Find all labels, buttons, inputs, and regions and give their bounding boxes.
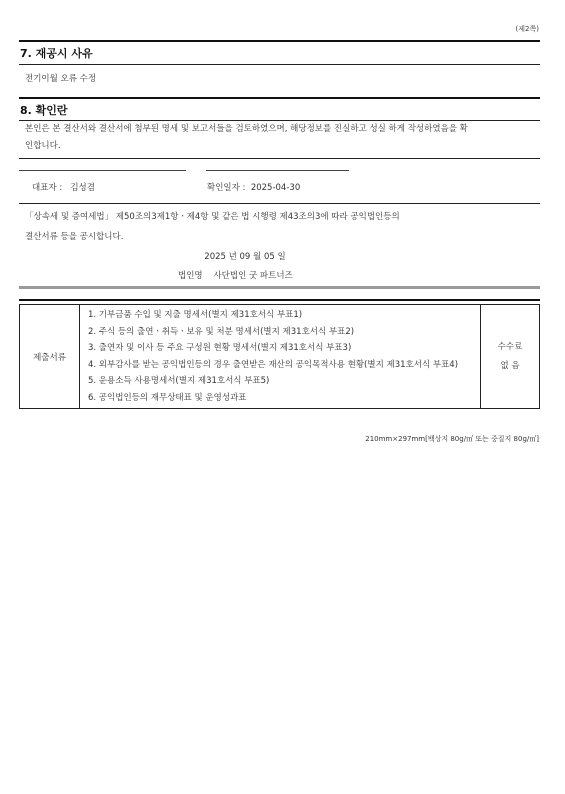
section7-divider (19, 64, 540, 65)
section8-top-rule (19, 97, 540, 99)
notice-bottom-rule (19, 286, 540, 289)
representative (32, 180, 95, 197)
corporation (178, 268, 293, 285)
documents-list (80, 305, 481, 409)
document-item-1: 1. 기부금품 수입 및 지출 명세서(별지 제31호서식 부표1) (88, 310, 303, 320)
confirm-date (207, 180, 300, 197)
statement-bottom-rule (19, 158, 540, 159)
fee-label: 수수료 (497, 341, 523, 352)
confirm-date-value: 2025-04-30 (250, 183, 301, 193)
signature-line-representative (19, 170, 186, 171)
document-item-4: 4. 외부감사를 받는 공익법인등의 경우 출연받은 재산의 공익목적사용 현황(별지 제31호서식 부표4) (88, 359, 459, 370)
notice-date: 2025 년 09 월 05 일 (204, 252, 286, 262)
documents-row (20, 305, 540, 409)
document-item-2: 2. 주식 등의 출연ㆍ취득ㆍ보유 및 처분 명세서(별지 제31호서식 부표2) (88, 326, 355, 337)
corp-name: 사단법인 굿 파트너즈 (213, 271, 293, 281)
document-item-3: 3. 출연자 및 이사 등 주요 구성원 현황 명세서(별지 제31호서식 부표3) (88, 343, 352, 353)
fee-cell (481, 305, 540, 409)
page-number: (제2쪽) (515, 25, 539, 33)
documents-top-rule (19, 299, 540, 301)
fee-value: 없 음 (500, 360, 520, 371)
public-notice (25, 207, 535, 247)
section7-top-rule (19, 40, 540, 42)
representative-name: 김성겸 (70, 183, 95, 193)
signature-line-date (206, 170, 349, 171)
notice-top-rule (19, 203, 540, 204)
paper-spec-footer: 210mm×297mm[백상지 80g/㎡ 또는 중질지 80g/㎡] (365, 435, 539, 443)
confirmation-statement (25, 121, 540, 155)
confirm-date-label: 확인일자 : (207, 183, 246, 193)
representative-label: 대표자 : (32, 183, 63, 193)
notice-line-2: 결산서류 등을 공시합니다. (25, 232, 124, 242)
document-item-6: 6. 공익법인등의 재무상태표 및 운영성과표 (88, 392, 247, 403)
documents-table (19, 304, 540, 409)
document-item-5: 5. 운용소득 사용명세서(별지 제31호서식 부표5) (88, 376, 270, 386)
statement-line-2: 인합니다. (25, 141, 61, 151)
notice-line-1: 「상속세 및 증여세법」 제50조의3제1항ㆍ제4항 및 같은 법 시행령 제43조의3에 따라 공익법인등의 (25, 212, 400, 222)
statement-line-1: 본인은 본 결산서와 결산서에 첨부된 명세 및 보고서들을 검토하였으며, 해당정보를 진실하고 성실 하게 작성하였음을 확 (25, 124, 468, 134)
documents-label: 제출서류 (20, 305, 80, 409)
section8-title: 8. 확인란 (20, 104, 68, 117)
section7-title: 7. 재공시 사유 (20, 47, 93, 60)
corp-label: 법인명 (178, 271, 203, 281)
reissue-reason: 전기이월 오류 수정 (25, 74, 97, 84)
